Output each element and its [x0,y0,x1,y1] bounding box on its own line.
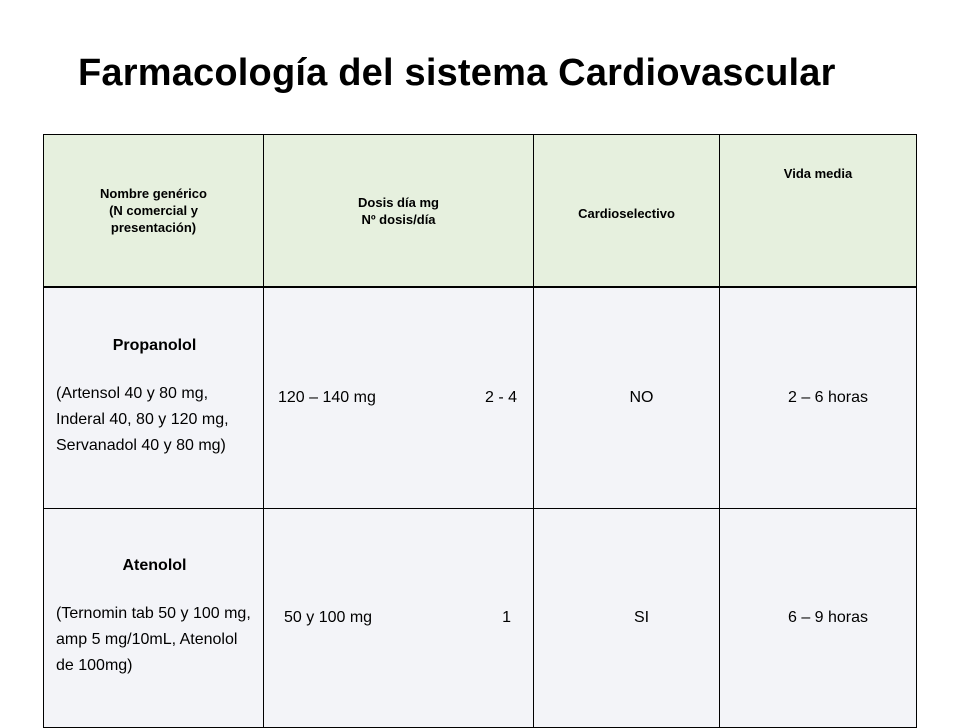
header-cardioselective: Cardioselectivo [534,135,720,288]
generic-name-cell [44,509,264,728]
dose-cell [264,509,534,728]
header-dose-line: Dosis día mg [358,194,439,210]
dose-cell [264,287,534,509]
header-dose-line: Nº dosis/día [361,211,436,227]
cardioselective-cell: SI [534,509,720,728]
drug-brands: (Ternomin tab 50 y 100 mg, amp 5 mg/10mL, Atenolol de 100mg) [56,605,251,674]
header-generic-name-line: Nombre genérico [100,186,207,201]
header-dose [264,135,534,288]
table-row [44,509,917,728]
doses-per-day: 1 [502,609,511,626]
drug-name: Atenolol [122,557,187,574]
drug-brands: (Artensol 40 y 80 mg, Inderal 40, 80 y 120 mg, Servanadol 40 y 80 mg) [56,385,229,454]
half-life-cell: 6 – 9 horas [720,509,917,728]
header-generic-name [44,135,264,288]
generic-name-cell [44,287,264,509]
dose-value: 120 – 140 mg [278,389,376,406]
drug-table [43,134,917,728]
dose-value: 50 y 100 mg [284,609,373,626]
doses-per-day: 2 - 4 [484,389,517,406]
half-life-cell: 2 – 6 horas [720,287,917,509]
table-row [44,287,917,509]
header-generic-name-line: presentación) [110,220,197,235]
page-title: Farmacología del sistema Cardiovascular [78,52,836,94]
table-header-row [44,135,917,288]
header-half-life: Vida media [720,135,917,288]
header-generic-name-line: (N comercial y [109,203,198,218]
drug-name: Propanolol [112,337,197,354]
cardioselective-cell: NO [534,287,720,509]
